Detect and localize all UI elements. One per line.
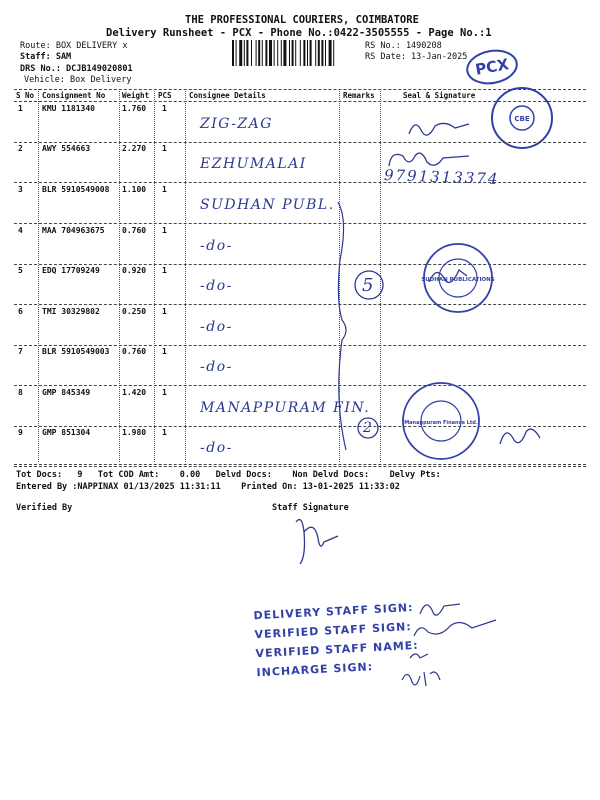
- barcode-bar: [265, 40, 267, 66]
- row-weight: 0.760: [122, 226, 147, 235]
- row-weight: 2.270: [122, 144, 147, 153]
- barcode-bar: [310, 40, 312, 66]
- row-consignee: SUDHAN PUBL.: [200, 197, 335, 213]
- col-sep: [119, 89, 120, 462]
- row-consignee: -do-: [200, 440, 233, 456]
- barcode-bar: [258, 40, 260, 66]
- col-weight: Weight: [122, 91, 150, 100]
- barcode-bar: [256, 40, 257, 66]
- footer-rule: [14, 464, 586, 465]
- receiver-signature-1: [405, 112, 475, 142]
- row-pcs: 1: [162, 347, 167, 356]
- row-consignee: -do-: [200, 359, 233, 375]
- row-pcs: 1: [162, 185, 167, 194]
- row-pcs: 1: [162, 428, 167, 437]
- row-weight: 1.420: [122, 388, 147, 397]
- row-consignee: -do-: [200, 278, 233, 294]
- row-consignment-no: GMP 851304: [42, 428, 91, 437]
- pcx-stamp: [463, 46, 520, 89]
- row-pcs: 1: [162, 104, 167, 113]
- barcode-bar: [251, 40, 252, 66]
- row-pcs: 1: [162, 226, 167, 235]
- vehicle: Vehicle: Box Delivery: [24, 75, 132, 85]
- barcode-bar: [318, 40, 320, 66]
- header-bottom-rule: [14, 101, 586, 102]
- col-sep: [38, 89, 39, 462]
- barcode-bar: [295, 40, 296, 66]
- barcode-bar: [232, 40, 234, 66]
- row-consignment-no: AWY 554663: [42, 144, 91, 153]
- row-pcs: 1: [162, 266, 167, 275]
- row-divider: [14, 345, 586, 346]
- barcode-bar: [329, 40, 332, 66]
- col-pcs: PCS: [158, 91, 172, 100]
- row-weight: 0.920: [122, 266, 147, 275]
- barcode-bar: [244, 40, 245, 66]
- receiver-signature-9: [496, 420, 546, 452]
- col-sno: S No: [16, 91, 35, 100]
- row-sno: 7: [18, 347, 23, 356]
- barcode-bar: [277, 40, 278, 66]
- row-consignee: -do-: [200, 319, 233, 335]
- verified-staff-sign: VERIFIED STAFF SIGN:: [254, 620, 413, 642]
- barcode-bar: [333, 40, 334, 66]
- entered-line: Entered By :NAPPINAX 01/13/2025 11:31:11 Printed On: 13-01-2025 11:33:02: [16, 482, 400, 492]
- pcx-stamp-text: PCX: [473, 55, 511, 79]
- barcode-bar: [315, 40, 316, 66]
- col-sep: [154, 89, 155, 462]
- row-sno: 2: [18, 144, 23, 153]
- row-weight: 1.100: [122, 185, 147, 194]
- route: Route: BOX DELIVERY x: [20, 41, 128, 51]
- rs-date: RS Date: 13-Jan-2025: [365, 52, 468, 62]
- row-divider: [14, 385, 586, 386]
- barcode-bar: [281, 40, 282, 66]
- staff-signature-label: Staff Signature: [272, 503, 349, 513]
- row-consignment-no: MAA 704963675: [42, 226, 105, 235]
- barcode: [232, 40, 360, 66]
- barcode-bar: [289, 40, 290, 66]
- col-consignment: Consignment No: [42, 91, 106, 100]
- row-pcs: 1: [162, 388, 167, 397]
- stamp-block-signatures: [400, 592, 510, 692]
- row-pcs: 1: [162, 144, 167, 153]
- manappuram-stamp-text: Manappuram Finance Ltd.: [404, 420, 478, 426]
- barcode-bar: [300, 40, 301, 66]
- col-seal-signature: Seal & Signature: [403, 91, 476, 100]
- staff-signature: [290, 512, 350, 568]
- barcode-bar: [239, 40, 242, 66]
- delivery-staff-sign: DELIVERY STAFF SIGN:: [253, 600, 414, 623]
- row-divider: [14, 264, 586, 265]
- row-consignment-no: GMP 845349: [42, 388, 91, 397]
- barcode-bar: [307, 40, 308, 66]
- row-consignee: -do-: [200, 238, 233, 254]
- row-consignee: MANAPPURAM FIN.: [200, 400, 371, 416]
- barcode-bar: [321, 40, 323, 66]
- barcode-bar: [236, 40, 237, 66]
- row-weight: 1.760: [122, 104, 147, 113]
- row-sno: 1: [18, 104, 23, 113]
- row-weight: 0.250: [122, 307, 147, 316]
- row-consignment-no: KMU 1181340: [42, 104, 95, 113]
- header-top-rule: [14, 89, 586, 90]
- barcode-bar: [274, 40, 275, 66]
- rs-number: RS No.: 1490208: [365, 41, 442, 51]
- handwritten-phone: 9791313374: [383, 165, 500, 189]
- row-sno: 4: [18, 226, 23, 235]
- staff: Staff: SAM: [20, 52, 72, 62]
- row-consignee: EZHUMALAI: [200, 156, 307, 172]
- row-consignment-no: BLR 5910549008: [42, 185, 110, 194]
- col-remarks: Remarks: [343, 91, 375, 100]
- sudhan-stamp-text: SUDHAN PUBLICATIONS: [421, 277, 495, 283]
- barcode-bar: [303, 40, 305, 66]
- receiver-signature-2: [385, 146, 475, 176]
- row-sno: 8: [18, 388, 23, 397]
- col-consignee: Consignee Details: [189, 91, 266, 100]
- row-weight: 0.760: [122, 347, 147, 356]
- row-sno: 5: [18, 266, 23, 275]
- company-name: THE PROFESSIONAL COURIERS, COIMBATORE: [185, 14, 419, 26]
- row-consignment-no: TMI 30329802: [42, 307, 100, 316]
- col-sep: [185, 89, 186, 462]
- verified-by: Verified By: [16, 503, 73, 513]
- row-weight: 1.980: [122, 428, 147, 437]
- incharge-sign: INCHARGE SIGN:: [256, 660, 374, 680]
- row-sno: 6: [18, 307, 23, 316]
- verification-stamp-block: [253, 601, 420, 679]
- runsheet-title: Delivery Runsheet - PCX - Phone No.:0422-3505555 - Page No.:1: [106, 27, 492, 39]
- brace-mark: [330, 200, 360, 460]
- verified-staff-name: VERIFIED STAFF NAME:: [255, 638, 419, 661]
- sudhan-stamp: [420, 240, 496, 316]
- drs-number: DRS No.: DCJB149020801: [20, 64, 133, 74]
- row-sno: 3: [18, 185, 23, 194]
- row-sno: 9: [18, 428, 23, 437]
- row-divider: [14, 142, 586, 143]
- manappuram-stamp: [398, 378, 484, 464]
- cbe-stamp-text: CBE: [514, 115, 530, 123]
- barcode-bar: [283, 40, 286, 66]
- row-consignee: ZIG-ZAG: [200, 116, 273, 132]
- row-divider: [14, 304, 586, 305]
- row-divider: [14, 466, 586, 467]
- handwritten-remark-2: 2: [363, 420, 372, 436]
- barcode-bar: [262, 40, 263, 66]
- barcode-bar: [292, 40, 294, 66]
- row-pcs: 1: [162, 307, 167, 316]
- totals-line: Tot Docs: 9 Tot COD Amt: 0.00 Delvd Docs: Non Delvd Docs: Delvy Pts:: [16, 470, 441, 480]
- row-divider: [14, 182, 586, 183]
- barcode-bar: [269, 40, 272, 66]
- row-consignment-no: BLR 5910549003: [42, 347, 110, 356]
- row-consignment-no: EDQ 17709249: [42, 266, 100, 275]
- barcode-bar: [246, 40, 248, 66]
- barcode-bar: [325, 40, 326, 66]
- handwritten-remark-5: 5: [362, 275, 374, 296]
- row-divider: [14, 223, 586, 224]
